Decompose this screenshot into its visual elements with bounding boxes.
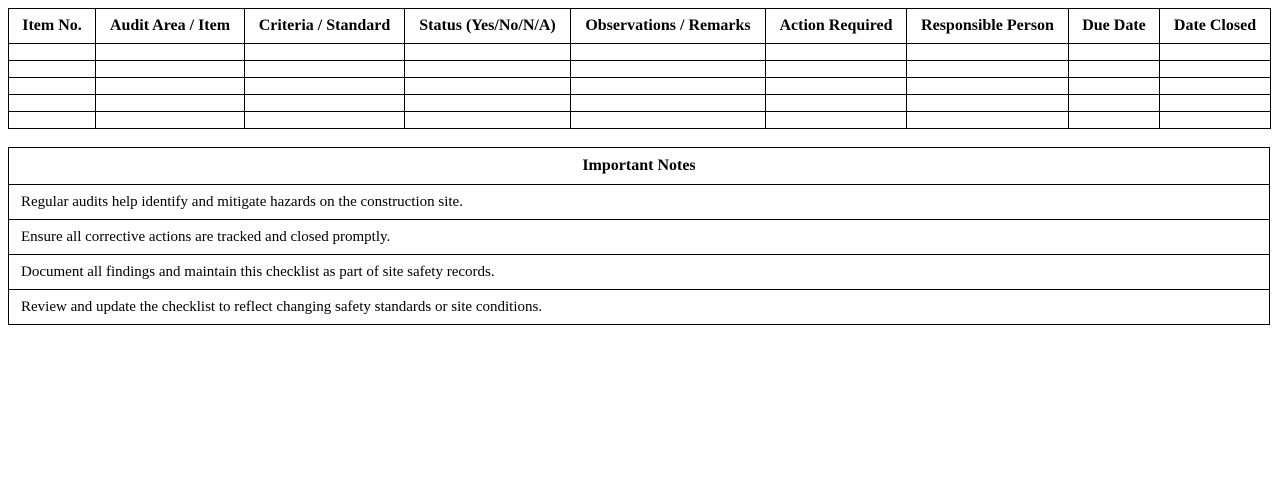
table-cell[interactable]: [1160, 44, 1271, 61]
table-cell[interactable]: [405, 44, 571, 61]
note-item: Regular audits help identify and mitigate hazards on the construction site.: [9, 185, 1270, 220]
note-item: Review and update the checklist to reflect changing safety standards or site conditions.: [9, 290, 1270, 325]
note-row: [9, 290, 1270, 325]
table-cell[interactable]: [1160, 78, 1271, 95]
table-row: [9, 112, 1271, 129]
table-cell[interactable]: [766, 44, 907, 61]
table-row: [9, 61, 1271, 78]
table-cell[interactable]: [766, 95, 907, 112]
table-cell[interactable]: [96, 78, 245, 95]
table-cell[interactable]: [1069, 112, 1160, 129]
table-cell[interactable]: [571, 95, 766, 112]
table-cell[interactable]: [766, 61, 907, 78]
table-header-row: [9, 9, 1271, 44]
table-cell[interactable]: [245, 61, 405, 78]
audit-checklist-table: [8, 8, 1271, 129]
table-cell[interactable]: [405, 78, 571, 95]
table-cell[interactable]: [571, 78, 766, 95]
table-cell[interactable]: [405, 112, 571, 129]
header-action-required: Action Required: [766, 9, 907, 44]
table-cell[interactable]: [245, 44, 405, 61]
header-item-no: Item No.: [9, 9, 96, 44]
important-notes-table: [8, 147, 1270, 325]
table-cell[interactable]: [1069, 95, 1160, 112]
notes-title: Important Notes: [9, 148, 1270, 185]
table-cell[interactable]: [766, 112, 907, 129]
header-due-date: Due Date: [1069, 9, 1160, 44]
header-observations: Observations / Remarks: [571, 9, 766, 44]
table-cell[interactable]: [571, 112, 766, 129]
table-cell[interactable]: [907, 61, 1069, 78]
table-cell[interactable]: [9, 44, 96, 61]
table-cell[interactable]: [571, 61, 766, 78]
table-cell[interactable]: [405, 61, 571, 78]
note-row: [9, 185, 1270, 220]
header-audit-area: Audit Area / Item: [96, 9, 245, 44]
table-cell[interactable]: [9, 95, 96, 112]
table-cell[interactable]: [245, 95, 405, 112]
table-cell[interactable]: [1069, 61, 1160, 78]
table-cell[interactable]: [907, 112, 1069, 129]
table-cell[interactable]: [96, 44, 245, 61]
checklist-body: [9, 44, 1271, 129]
table-cell[interactable]: [96, 61, 245, 78]
table-cell[interactable]: [96, 95, 245, 112]
table-cell[interactable]: [1160, 112, 1271, 129]
table-row: [9, 95, 1271, 112]
note-row: [9, 220, 1270, 255]
table-cell[interactable]: [405, 95, 571, 112]
table-cell[interactable]: [907, 95, 1069, 112]
table-cell[interactable]: [1160, 95, 1271, 112]
table-cell[interactable]: [1160, 61, 1271, 78]
table-cell[interactable]: [571, 44, 766, 61]
header-criteria: Criteria / Standard: [245, 9, 405, 44]
header-responsible-person: Responsible Person: [907, 9, 1069, 44]
table-cell[interactable]: [245, 112, 405, 129]
note-item: Ensure all corrective actions are tracked and closed promptly.: [9, 220, 1270, 255]
table-cell[interactable]: [1069, 78, 1160, 95]
table-cell[interactable]: [907, 78, 1069, 95]
table-cell[interactable]: [1069, 44, 1160, 61]
table-cell[interactable]: [9, 78, 96, 95]
notes-header-row: [9, 148, 1270, 185]
table-row: [9, 78, 1271, 95]
table-cell[interactable]: [907, 44, 1069, 61]
table-cell[interactable]: [245, 78, 405, 95]
table-cell[interactable]: [9, 61, 96, 78]
header-status: Status (Yes/No/N/A): [405, 9, 571, 44]
note-item: Document all findings and maintain this checklist as part of site safety records.: [9, 255, 1270, 290]
note-row: [9, 255, 1270, 290]
table-row: [9, 44, 1271, 61]
header-date-closed: Date Closed: [1160, 9, 1271, 44]
table-cell[interactable]: [9, 112, 96, 129]
table-cell[interactable]: [96, 112, 245, 129]
table-cell[interactable]: [766, 78, 907, 95]
